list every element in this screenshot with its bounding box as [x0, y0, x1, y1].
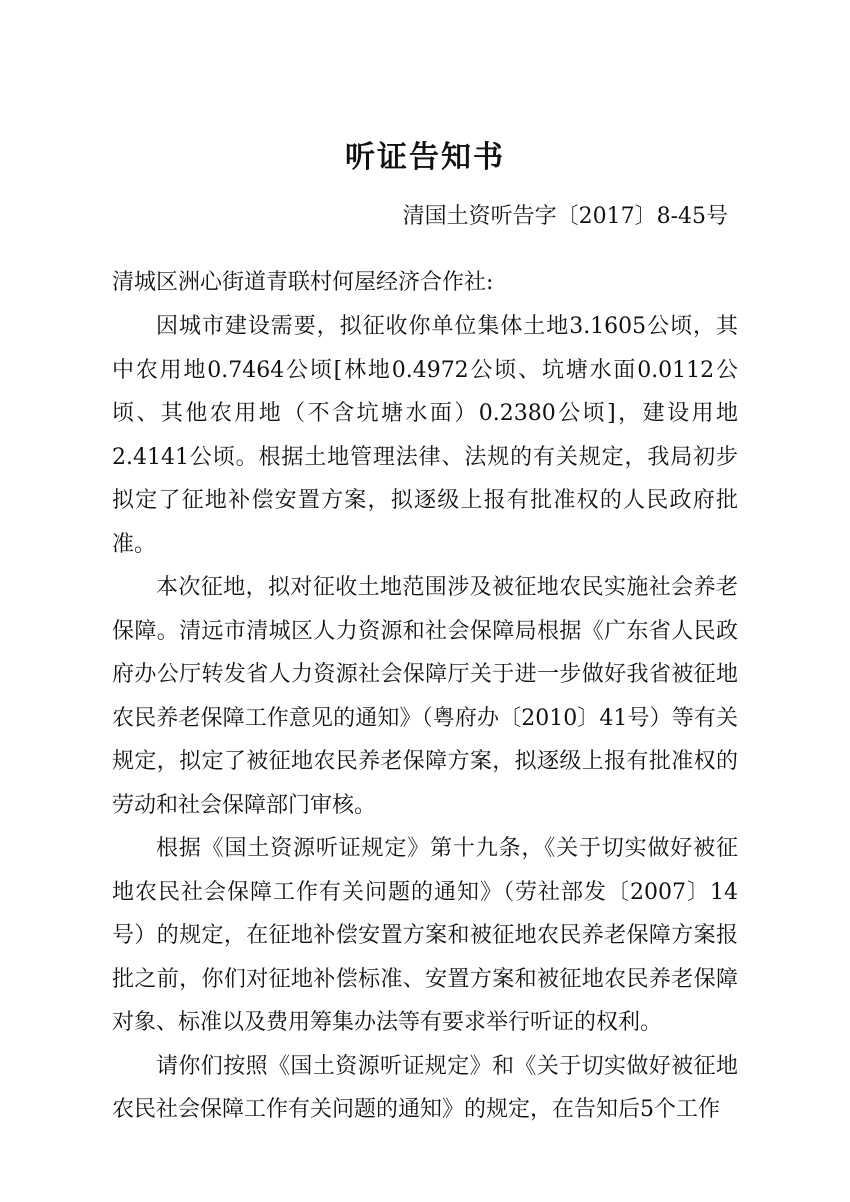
paragraph-request-instructions: 请你们按照《国土资源听证规定》和《关于切实做好被征地农民社会保障工作有关问题的通知》的规定，在告知后5个工作 — [112, 1053, 738, 1122]
paragraph-land-acquisition: 因城市建设需要，拟征收你单位集体土地3.1605公顷，其中农用地0.7464公顷[林地0.4972公顷、坑塘水面0.0112公顷、其他农用地（不含坑塘水面）0.2380公顷]，建设用地2.4141公顷。根据土地管理法律、法规的有关规定，我局初步拟定了征地补偿安置方案，拟逐级上报有批准权的人民政府批准。 — [112, 314, 738, 557]
addressee: 清城区洲心街道青联村何屋经济合作社: — [112, 270, 494, 295]
paragraph-social-security: 本次征地，拟对征收土地范围涉及被征地农民实施社会养老保障。清远市清城区人力资源和社会保障局根据《广东省人民政府办公厅转发省人力资源社会保障厅关于进一步做好我省被征地农民养老保障工作意见的通知》（粤府办〔2010〕41号）等有关规定，拟定了被征地农民养老保障方案，拟逐级上报有批准权的劳动和社会保障部门审核。 — [112, 575, 738, 818]
document-number: 清国土资听告字〔2017〕8-45号 — [402, 204, 728, 229]
document-title: 听证告知书 — [345, 140, 505, 175]
document-body — [112, 305, 738, 1132]
paragraph-hearing-rights: 根据《国土资源听证规定》第十九条，《关于切实做好被征地农民社会保障工作有关问题的通知》（劳社部发〔2007〕14号）的规定，在征地补偿安置方案和被征地农民养老保障方案报批之前，你们对征地补偿标准、安置方案和被征地农民养老保障对象、标准以及费用筹集办法等有要求举行听证的权利。 — [112, 836, 738, 1035]
